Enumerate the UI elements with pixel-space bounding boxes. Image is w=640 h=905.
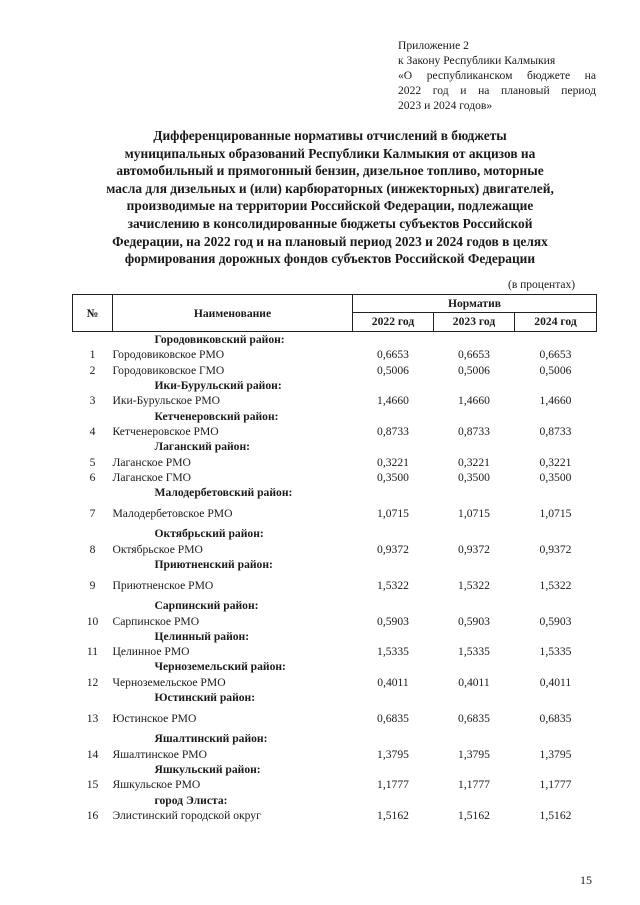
norm-value-2023-год: 1,1777 bbox=[458, 778, 490, 792]
table-row bbox=[73, 363, 597, 378]
col-header-number: № bbox=[73, 295, 113, 332]
title-line: зачислению в консолидированные бюджеты субъектов Российской bbox=[127, 215, 533, 231]
norms-table bbox=[72, 294, 597, 823]
table-row bbox=[73, 675, 597, 690]
district-name: Октябрьский район: bbox=[154, 527, 264, 541]
municipality-name: Целинное РМО bbox=[112, 645, 190, 659]
row-number-empty bbox=[73, 408, 113, 423]
municipality-name: Кетченеровское РМО bbox=[112, 424, 219, 438]
units-note: (в процентах) bbox=[508, 279, 576, 291]
row-number-empty bbox=[73, 378, 113, 393]
norm-value-2022-год: 1,5322 bbox=[377, 578, 409, 592]
norm-value-2024-год: 0,5903 bbox=[539, 614, 572, 628]
title-line: Федерации, на 2022 год и на плановый период 2023 и 2024 годов в целях bbox=[112, 233, 548, 249]
norm-value-2023-год: 0,6835 bbox=[458, 711, 490, 725]
norm-value-2022-год: 0,6835 bbox=[377, 711, 409, 725]
annex-line: «О республиканском бюджете на bbox=[398, 69, 596, 82]
document-title bbox=[60, 127, 600, 268]
norm-value-2022-год: 0,5006 bbox=[377, 363, 409, 377]
row-number-empty bbox=[73, 792, 113, 807]
page-number: 15 bbox=[580, 873, 592, 887]
table-row bbox=[73, 500, 597, 526]
table-row bbox=[73, 747, 597, 762]
table-row bbox=[73, 572, 597, 598]
norm-value-2024-год: 1,4660 bbox=[539, 394, 572, 408]
row-number: 8 bbox=[89, 542, 96, 556]
municipality-name: Элистинский городской округ bbox=[112, 808, 261, 822]
norm-value-2024-год: 0,4011 bbox=[539, 675, 572, 689]
row-number-empty bbox=[73, 659, 113, 674]
norm-value-2024-год: 1,0715 bbox=[539, 506, 572, 520]
norm-value-2023-год: 0,8733 bbox=[458, 424, 490, 438]
norm-value-2022-год: 0,3500 bbox=[377, 470, 409, 484]
col-header-norm: Норматив bbox=[353, 295, 597, 313]
norm-value-2022-год: 1,1777 bbox=[377, 778, 409, 792]
municipality-name: Ики-Бурульское РМО bbox=[112, 394, 221, 408]
district-name: Городовиковский район: bbox=[154, 333, 285, 347]
row-number-empty bbox=[73, 485, 113, 500]
title-line: масла для дизельных и (или) карбюраторных (инжекторных) двигателей, bbox=[106, 180, 554, 196]
annex-line: к Закону Республики Калмыкия bbox=[398, 54, 556, 67]
row-number: 10 bbox=[86, 614, 99, 628]
district-name: Ики-Бурульский район: bbox=[154, 379, 282, 393]
row-number-empty bbox=[73, 629, 113, 644]
row-number-empty bbox=[73, 598, 113, 613]
norm-value-2023-год: 0,5903 bbox=[458, 614, 490, 628]
municipality-name: Городовиковское РМО bbox=[112, 348, 225, 362]
row-number: 5 bbox=[89, 455, 96, 469]
norm-value-2022-год: 1,3795 bbox=[377, 747, 409, 761]
row-number: 13 bbox=[86, 711, 99, 725]
norm-value-2022-год: 1,5335 bbox=[377, 645, 409, 659]
norm-value-2022-год: 0,6653 bbox=[377, 348, 409, 362]
table-row bbox=[73, 644, 597, 659]
district-name: Юстинский район: bbox=[154, 691, 256, 705]
district-row bbox=[73, 598, 597, 613]
row-number: 6 bbox=[89, 470, 96, 484]
norm-value-2024-год: 1,5335 bbox=[539, 645, 572, 659]
norm-value-2023-год: 1,0715 bbox=[458, 506, 490, 520]
col-header-name: Наименование bbox=[113, 295, 353, 332]
municipality-name: Лаганское РМО bbox=[112, 455, 191, 469]
col-header-year: 2023 год bbox=[434, 312, 515, 331]
table-row bbox=[73, 705, 597, 731]
norm-value-2024-год: 0,3221 bbox=[539, 455, 572, 469]
norm-value-2023-год: 0,6653 bbox=[458, 348, 490, 362]
row-number-empty bbox=[73, 762, 113, 777]
district-row bbox=[73, 629, 597, 644]
district-row bbox=[73, 485, 597, 500]
row-number: 15 bbox=[86, 778, 99, 792]
table-body bbox=[73, 332, 597, 824]
district-row bbox=[73, 762, 597, 777]
norm-value-2023-год: 1,4660 bbox=[458, 394, 490, 408]
municipality-name: Черноземельское РМО bbox=[112, 675, 226, 689]
district-row bbox=[73, 408, 597, 423]
col-header-year: 2022 год bbox=[353, 312, 434, 331]
col-header-year: 2024 год bbox=[515, 312, 597, 331]
norm-value-2022-год: 0,4011 bbox=[377, 675, 409, 689]
table-row bbox=[73, 613, 597, 628]
municipality-name: Юстинское РМО bbox=[112, 711, 197, 725]
district-name: Малодербетовский район: bbox=[154, 486, 293, 500]
norm-value-2022-год: 0,5903 bbox=[377, 614, 409, 628]
municipality-name: Малодербетовское РМО bbox=[112, 506, 233, 520]
norm-value-2024-год: 0,6653 bbox=[539, 348, 572, 362]
district-name: Приютненский район: bbox=[154, 558, 273, 571]
district-row bbox=[73, 659, 597, 674]
norm-value-2024-год: 1,5162 bbox=[539, 808, 572, 822]
norm-value-2022-год: 1,5162 bbox=[377, 808, 409, 822]
district-name: Лаганский район: bbox=[154, 440, 251, 454]
norm-value-2022-год: 0,3221 bbox=[377, 455, 409, 469]
row-number: 3 bbox=[89, 394, 96, 408]
norm-value-2024-год: 0,9372 bbox=[539, 542, 572, 556]
norm-value-2023-год: 0,3221 bbox=[458, 455, 490, 469]
norm-value-2024-год: 1,1777 bbox=[539, 778, 572, 792]
row-number: 9 bbox=[89, 578, 96, 592]
municipality-name: Городовиковское ГМО bbox=[112, 363, 225, 377]
municipality-name: Сарпинское РМО bbox=[112, 614, 200, 628]
title-line: автомобильный и прямогонный бензин, дизельное топливо, моторные bbox=[116, 163, 544, 179]
district-name: Яшалтинский район: bbox=[154, 732, 268, 746]
norm-value-2023-год: 0,9372 bbox=[458, 542, 490, 556]
district-name: Сарпинский район: bbox=[154, 599, 259, 613]
row-number: 4 bbox=[89, 424, 96, 438]
table-row bbox=[73, 470, 597, 485]
row-number-empty bbox=[73, 439, 113, 454]
row-number: 2 bbox=[89, 363, 96, 377]
norm-value-2023-год: 0,3500 bbox=[458, 470, 490, 484]
norm-value-2023-год: 1,5335 bbox=[458, 645, 490, 659]
annex-reference bbox=[398, 38, 596, 113]
row-number-empty bbox=[73, 731, 113, 746]
district-row bbox=[73, 690, 597, 705]
table-row bbox=[73, 424, 597, 439]
annex-line: Приложение 2 bbox=[398, 39, 469, 52]
norm-value-2023-год: 1,5162 bbox=[458, 808, 490, 822]
norm-value-2023-год: 1,5322 bbox=[458, 578, 490, 592]
municipality-name: Приютненское РМО bbox=[112, 578, 214, 592]
row-number: 14 bbox=[86, 747, 99, 761]
annex-line: 2022 год и на плановый период bbox=[398, 84, 596, 97]
norm-value-2023-год: 0,5006 bbox=[458, 363, 490, 377]
title-line: муниципальных образований Республики Калмыкия от акцизов на bbox=[124, 145, 536, 161]
district-row bbox=[73, 557, 597, 572]
norm-value-2024-год: 1,3795 bbox=[539, 747, 572, 761]
norm-value-2022-год: 1,0715 bbox=[377, 506, 409, 520]
district-row bbox=[73, 439, 597, 454]
row-number: 11 bbox=[86, 645, 99, 659]
row-number-empty bbox=[73, 332, 113, 348]
district-name: Кетченеровский район: bbox=[154, 409, 279, 423]
district-name: Целинный район: bbox=[154, 629, 250, 643]
title-line: Дифференцированные нормативы отчислений в бюджеты bbox=[153, 128, 507, 143]
norm-value-2022-год: 0,8733 bbox=[377, 424, 409, 438]
district-row bbox=[73, 792, 597, 807]
district-name: Черноземельский район: bbox=[154, 660, 286, 674]
norm-value-2023-год: 1,3795 bbox=[458, 747, 490, 761]
row-number-empty bbox=[73, 526, 113, 541]
table-row bbox=[73, 454, 597, 469]
municipality-name: Яшкульское РМО bbox=[112, 778, 201, 792]
table-row bbox=[73, 393, 597, 408]
annex-line: 2023 и 2024 годов» bbox=[398, 99, 493, 112]
norm-value-2024-год: 1,5322 bbox=[539, 578, 572, 592]
norm-value-2023-год: 0,4011 bbox=[458, 675, 490, 689]
title-line: формирования дорожных фондов субъектов Российской Федерации bbox=[124, 251, 536, 267]
norm-value-2024-год: 0,3500 bbox=[539, 470, 572, 484]
district-name: город Элиста: bbox=[154, 793, 228, 807]
title-line: производимые на территории Российской Федерации, подлежащие bbox=[126, 198, 534, 214]
row-number: 1 bbox=[89, 348, 96, 362]
district-row bbox=[73, 731, 597, 746]
row-number-empty bbox=[73, 690, 113, 705]
district-row bbox=[73, 526, 597, 541]
row-number-empty bbox=[73, 557, 113, 572]
norm-value-2024-год: 0,5006 bbox=[539, 363, 572, 377]
table-row bbox=[73, 777, 597, 792]
table-header bbox=[73, 295, 597, 332]
district-row bbox=[73, 378, 597, 393]
norm-value-2024-год: 0,8733 bbox=[539, 424, 572, 438]
municipality-name: Яшалтинское РМО bbox=[112, 747, 207, 761]
table-row bbox=[73, 347, 597, 362]
municipality-name: Лаганское ГМО bbox=[112, 470, 192, 484]
row-number: 7 bbox=[89, 506, 96, 520]
table-row bbox=[73, 808, 597, 823]
district-name: Яшкульский район: bbox=[154, 762, 261, 776]
norm-value-2022-год: 1,4660 bbox=[377, 394, 409, 408]
row-number: 16 bbox=[86, 808, 99, 822]
municipality-name: Октябрьское РМО bbox=[112, 542, 203, 556]
row-number: 12 bbox=[86, 675, 99, 689]
district-row bbox=[73, 332, 597, 348]
table-row bbox=[73, 542, 597, 557]
norm-value-2022-год: 0,9372 bbox=[377, 542, 409, 556]
norm-value-2024-год: 0,6835 bbox=[539, 711, 572, 725]
